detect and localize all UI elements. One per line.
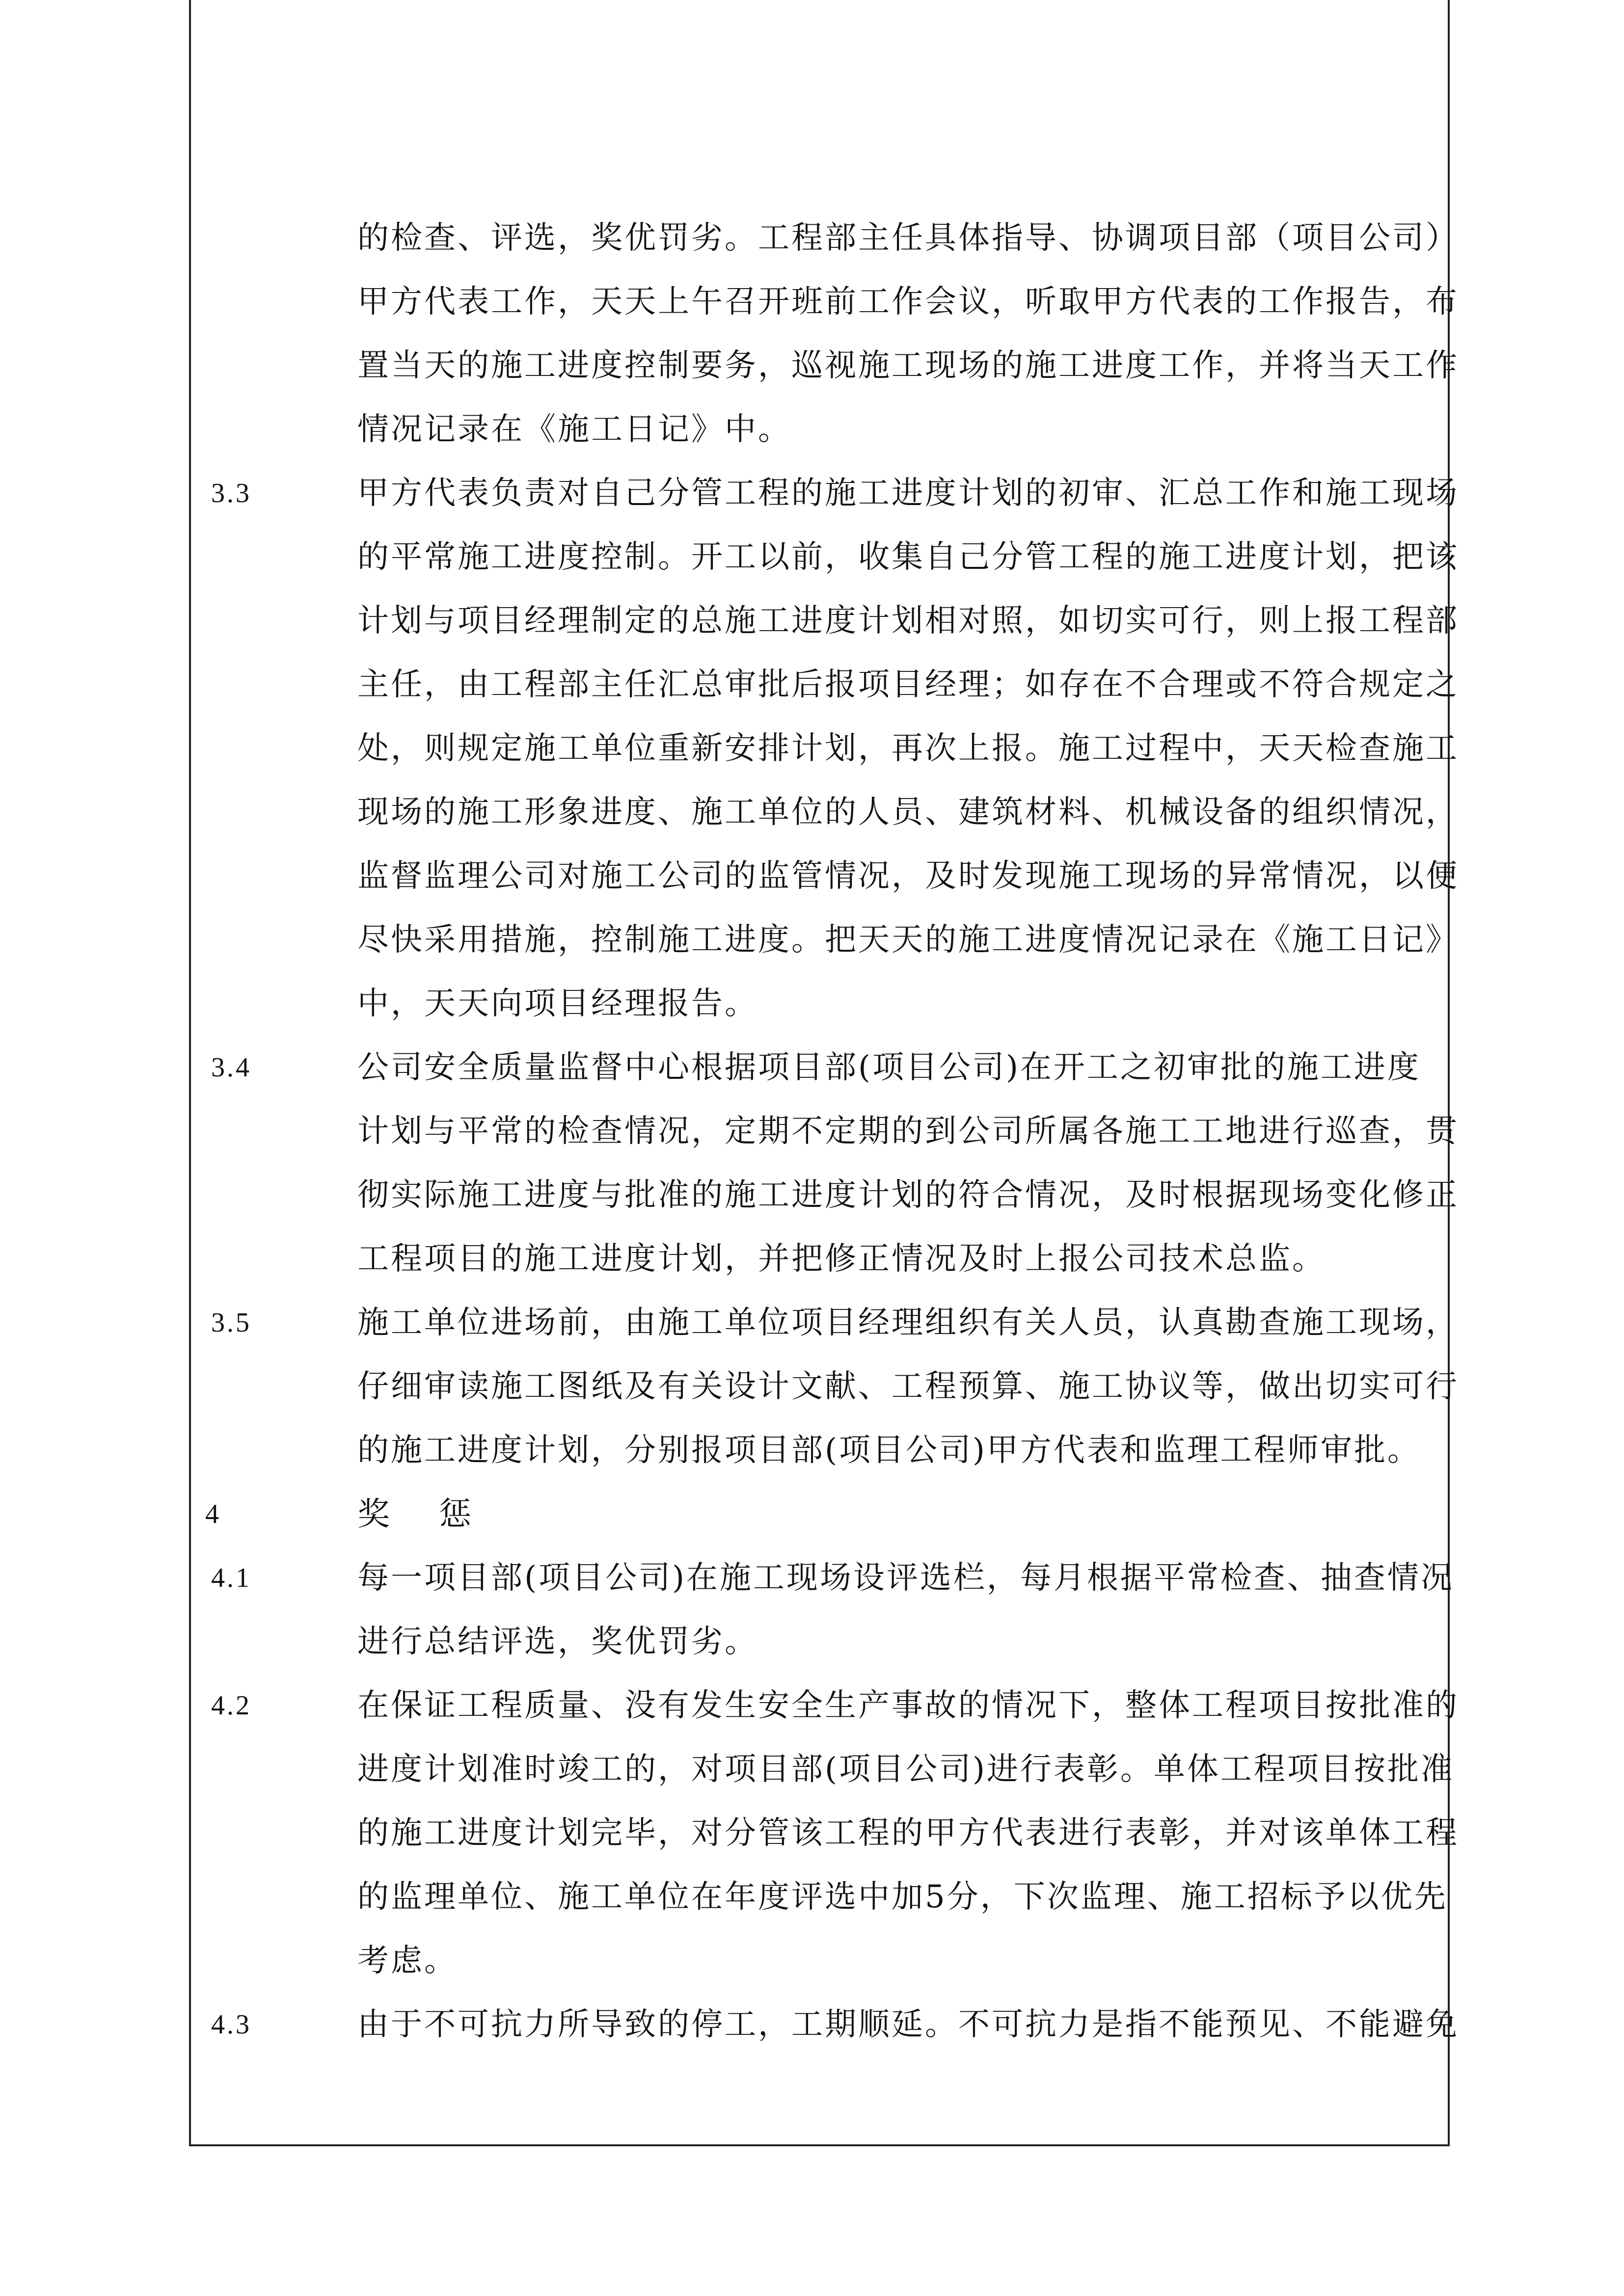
text-line: 公司安全质量监督中心根据项目部(项目公司)在开工之初审批的施工进度 bbox=[357, 1049, 1421, 1086]
clause-number: 3.5 bbox=[211, 1308, 251, 1338]
clause-text bbox=[357, 1993, 1459, 2056]
text-line: 情况记录在《施工日记》中。 bbox=[357, 411, 791, 448]
text-line: 的平常施工进度控制。开工以前，收集自己分管工程的施工进度计划，把该 bbox=[357, 539, 1459, 575]
text-line: 在保证工程质量、没有发生安全生产事故的情况下，整体工程项目按批准的 bbox=[357, 1687, 1459, 1724]
clause-text bbox=[357, 1546, 1454, 1674]
clause-text bbox=[357, 461, 1459, 1036]
section-number: 4 bbox=[205, 1499, 221, 1529]
text-line: 甲方代表负责对自己分管工程的施工进度计划的初审、汇总工作和施工现场 bbox=[357, 475, 1459, 511]
text-line: 工程项目的施工进度计划，并把修正情况及时上报公司技术总监。 bbox=[357, 1241, 1326, 1277]
text-line: 考虑。 bbox=[357, 1943, 458, 1979]
text-line: 由于不可抗力所导致的停工，工期顺延。不可抗力是指不能预见、不能避免 bbox=[357, 2006, 1459, 2043]
text-line: 彻实际施工进度与批准的施工进度计划的符合情况，及时根据现场变化修正 bbox=[357, 1177, 1459, 1213]
clause-number: 4.1 bbox=[211, 1563, 251, 1593]
text-line: 甲方代表工作，天天上午召开班前工作会议，听取甲方代表的工作报告，布 bbox=[357, 284, 1459, 320]
text-line: 的施工进度计划完毕，对分管该工程的甲方代表进行表彰，并对该单体工程 bbox=[357, 1815, 1459, 1851]
text-line: 计划与项目经理制定的总施工进度计划相对照，如切实可行，则上报工程部 bbox=[357, 603, 1459, 639]
text-line: 施工单位进场前，由施工单位项目经理组织有关人员，认真勘查施工现场， bbox=[357, 1305, 1459, 1341]
text-line: 仔细审读施工图纸及有关设计文献、工程预算、施工协议等，做出切实可行 bbox=[357, 1368, 1459, 1405]
clause-text bbox=[357, 1036, 1459, 1291]
heading-text: 奖惩 bbox=[357, 1495, 520, 1533]
clause-number: 4.2 bbox=[211, 1690, 251, 1721]
text-line: 的监理单位、施工单位在年度评选中加5分，下次监理、施工招标予以优先 bbox=[357, 1879, 1448, 1915]
clause-number: 4.3 bbox=[211, 2009, 251, 2040]
text-line: 每一项目部(项目公司)在施工现场设评选栏，每月根据平常检查、抽查情况 bbox=[357, 1560, 1454, 1596]
clause-text bbox=[357, 1291, 1459, 1482]
section-heading bbox=[357, 1482, 1433, 1546]
text-line: 主任，由工程部主任汇总审批后报项目经理；如存在不合理或不符合规定之 bbox=[357, 667, 1459, 703]
text-line: 计划与平常的检查情况，定期不定期的到公司所属各施工工地进行巡查，贯 bbox=[357, 1113, 1459, 1149]
text-line: 置当天的施工进度控制要务，巡视施工现场的施工进度工作，并将当天工作 bbox=[357, 347, 1459, 384]
text-line: 的检查、评选，奖优罚劣。工程部主任具体指导、协调项目部（项目公司） bbox=[357, 220, 1459, 256]
intro-text bbox=[357, 206, 1459, 461]
clause-number: 3.4 bbox=[211, 1052, 251, 1083]
text-line: 监督监理公司对施工公司的监管情况，及时发现施工现场的异常情况，以便 bbox=[357, 858, 1459, 894]
text-line: 的施工进度计划，分别报项目部(项目公司)甲方代表和监理工程师审批。 bbox=[357, 1432, 1421, 1468]
clause-text bbox=[357, 1674, 1459, 1993]
text-line: 现场的施工形象进度、施工单位的人员、建筑材料、机械设备的组织情况， bbox=[357, 794, 1459, 830]
text-line: 进行总结评选，奖优罚劣。 bbox=[357, 1624, 758, 1660]
text-line: 尽快采用措施，控制施工进度。把天天的施工进度情况记录在《施工日记》 bbox=[357, 922, 1459, 958]
text-line: 处，则规定施工单位重新安排计划，再次上报。施工过程中，天天检查施工 bbox=[357, 730, 1459, 767]
clause-number: 3.3 bbox=[211, 478, 251, 508]
text-line: 中，天天向项目经理报告。 bbox=[357, 986, 758, 1022]
text-line: 进度计划准时竣工的，对项目部(项目公司)进行表彰。单体工程项目按批准 bbox=[357, 1751, 1454, 1788]
